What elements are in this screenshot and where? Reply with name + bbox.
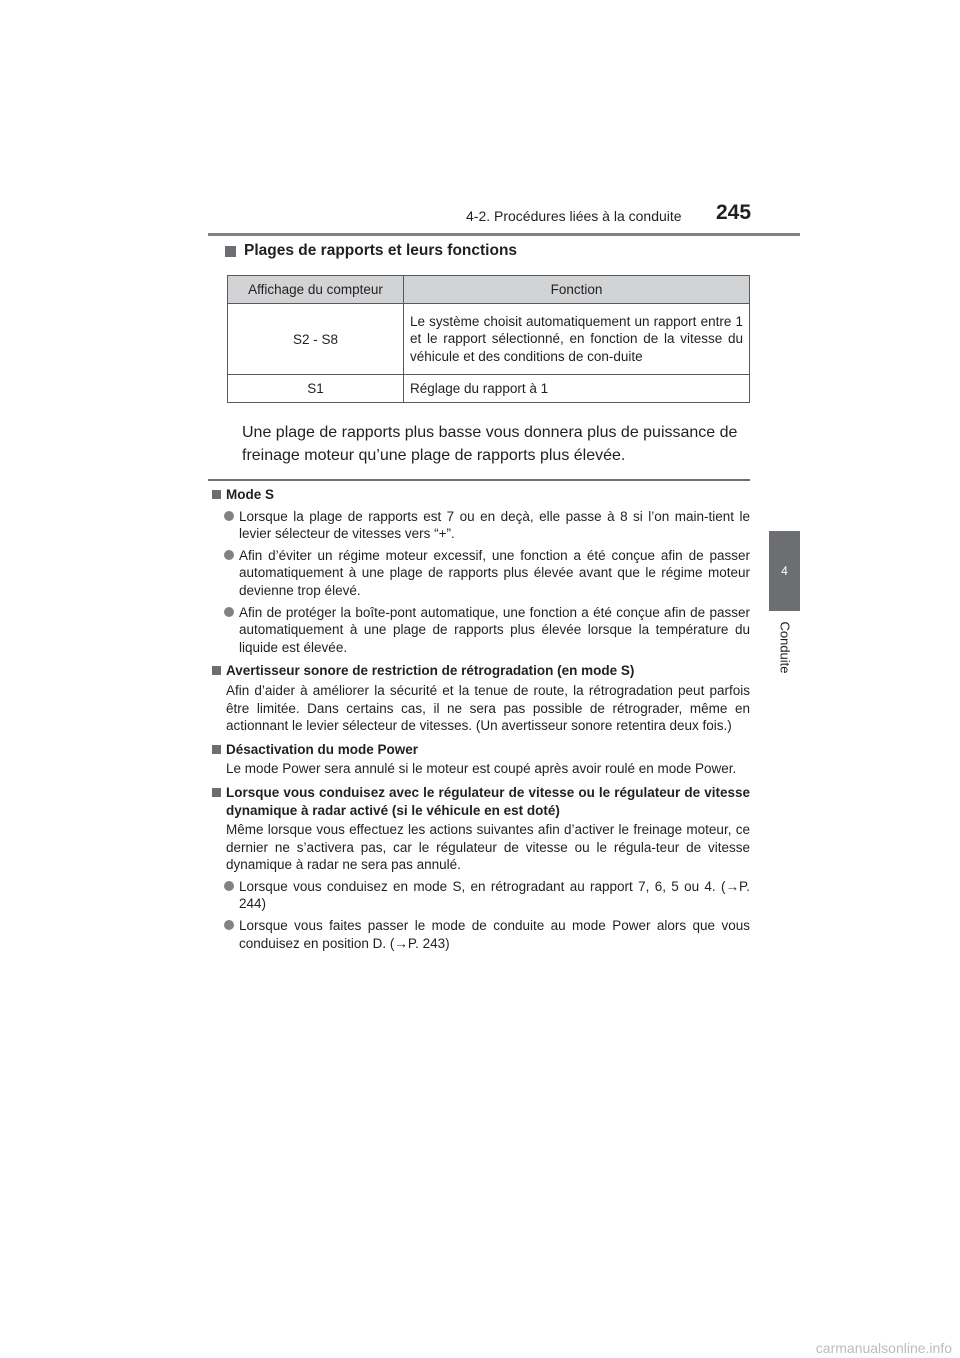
list-item-text: Afin d’éviter un régime moteur excessif, une fonction a été conçue afin de passer automatiquement à une plage de rapports plus élevée avant que le régime moteur devienne trop élevé.	[239, 547, 750, 598]
list-item-text: Lorsque vous conduisez en mode S, en rétrogradant au rapport 7, 6, 5 ou 4. (→P. 244)	[239, 878, 750, 912]
square-bullet-icon	[212, 666, 221, 675]
info-heading-text: Désactivation du mode Power	[226, 741, 419, 757]
column-header: Fonction	[404, 276, 750, 304]
square-bullet-icon	[225, 246, 236, 257]
section-title: 4-2. Procédures liées à la conduite	[466, 208, 682, 224]
page-header	[0, 0, 960, 240]
info-heading-text: Lorsque vous conduisez avec le régulateur de vitesse ou le régulateur de vitesse dynamique à radar activé (si le véhicule en est doté)	[226, 784, 750, 818]
list-item	[210, 547, 750, 600]
info-content	[210, 486, 750, 952]
column-header: Affichage du compteur	[228, 276, 404, 304]
chapter-label-text: Conduite	[777, 620, 793, 674]
chapter-tab[interactable]	[769, 531, 800, 611]
info-heading	[210, 741, 750, 759]
circle-bullet-icon	[224, 511, 234, 521]
section-divider	[208, 479, 750, 481]
gear-range-table	[227, 275, 750, 403]
section-heading-text: Plages de rapports et leurs fonctions	[244, 242, 518, 259]
table-row	[228, 304, 750, 375]
circle-bullet-icon	[224, 920, 234, 930]
table-cell-function: Le système choisit automatiquement un rapport entre 1 et le rapport sélectionné, en fonction de la vitesse du véhicule et des conditions de con-duite	[404, 304, 750, 375]
info-heading-text: Mode S	[226, 487, 275, 502]
paragraph: Même lorsque vous effectuez les actions suivantes afin d’activer le freinage moteur, ce dernier ne s’activera pas, car le régulateur de vitesse ou le régula-teur de vitesse dynamique à radar ne sera pas annulé.	[226, 822, 750, 873]
list-item	[210, 917, 750, 952]
paragraph: Le mode Power sera annulé si le moteur est coupé après avoir roulé en mode Power.	[226, 761, 737, 777]
circle-bullet-icon	[224, 881, 234, 891]
chapter-label	[770, 612, 800, 682]
list-item	[210, 878, 750, 913]
info-heading-text: Avertisseur sonore de restriction de rétrogradation (en mode S)	[226, 663, 635, 679]
section-heading	[225, 242, 517, 260]
chapter-number: 4	[781, 564, 788, 578]
table-cell-display: S2 - S8	[228, 304, 404, 375]
square-bullet-icon	[212, 788, 221, 797]
list-item-text: Lorsque vous faites passer le mode de conduite au mode Power alors que vous conduisez en position D. (→P. 243)	[239, 918, 750, 951]
table-note: Une plage de rapports plus basse vous donnera plus de puissance de freinage moteur qu’une plage de rapports plus élevée.	[242, 424, 738, 464]
circle-bullet-icon	[224, 550, 234, 560]
header-divider	[208, 233, 800, 236]
table-header-row	[228, 276, 750, 304]
square-bullet-icon	[212, 490, 221, 499]
list-item-text: Afin de protéger la boîte-pont automatique, une fonction a été conçue afin de passer automatiquement à une plage de rapports plus élevée lorsque la température du liquide est élevée.	[239, 604, 750, 655]
list-item	[210, 604, 750, 657]
table-row	[228, 375, 750, 403]
table-cell-function: Réglage du rapport à 1	[404, 375, 750, 403]
info-heading	[210, 784, 750, 819]
info-heading	[210, 486, 750, 504]
list-item	[210, 508, 750, 543]
page-number: 245	[716, 201, 752, 224]
info-heading	[210, 662, 750, 680]
circle-bullet-icon	[224, 607, 234, 617]
watermark: carmanualsonline.info	[815, 1340, 952, 1356]
paragraph: Afin d’aider à améliorer la sécurité et la tenue de route, la rétrogradation peut parfois être limitée. Dans certains cas, il ne sera pas possible de rétrograder, même en actionnant le levier sélecteur de vitesses. (Un avertisseur sonore retentira deux fois.)	[226, 682, 750, 734]
list-item-text: Lorsque la plage de rapports est 7 ou en deçà, elle passe à 8 si l’on main-tient le levier sélecteur de vitesses vers “+”.	[239, 508, 750, 542]
table-cell-display: S1	[228, 375, 404, 403]
square-bullet-icon	[212, 745, 221, 754]
